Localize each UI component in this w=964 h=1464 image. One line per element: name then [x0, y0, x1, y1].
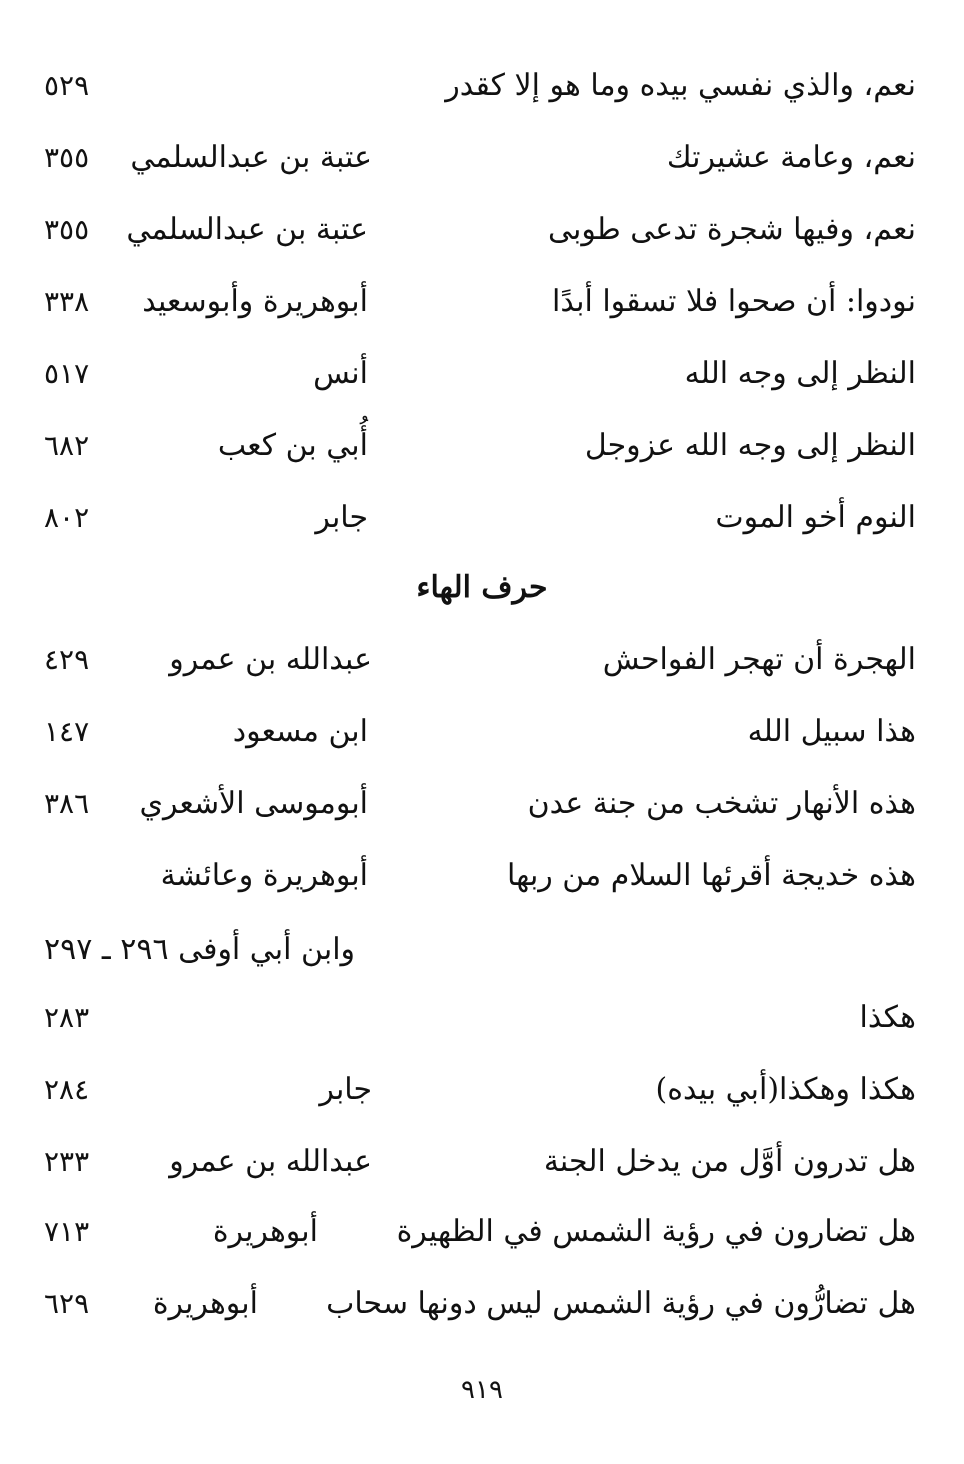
page-reference: ٢٨٤	[44, 1073, 90, 1106]
hadith-text: هل تضارُّون في رؤية الشمس ليس دونها سحاب	[326, 1286, 916, 1321]
index-entry	[0, 282, 964, 342]
narrator-name: عبدالله بن عمرو	[169, 1144, 372, 1179]
hadith-text: هل تضارون في رؤية الشمس في الظهيرة	[396, 1214, 916, 1249]
index-entry	[0, 210, 964, 270]
narrator-name: أبوهريرة	[152, 1286, 258, 1321]
narrator-name: أبوهريرة وعائشة	[160, 858, 368, 893]
hadith-text: هل تدرون أوَّل من يدخل الجنة	[543, 1144, 916, 1179]
index-entry	[0, 1070, 964, 1130]
narrator-name: عتبة بن عبدالسلمي	[126, 212, 368, 247]
index-entry	[0, 856, 964, 916]
narrator-name: عتبة بن عبدالسلمي	[130, 140, 372, 175]
index-entry	[0, 138, 964, 198]
narrator-name: جابر	[315, 500, 368, 535]
page-reference: ٤٢٩	[44, 643, 90, 676]
hadith-text: النظر إلى وجه الله	[684, 356, 916, 391]
hadith-text: هذه الأنهار تشخب من جنة عدن	[527, 786, 916, 821]
page-reference: ٣٥٥	[44, 213, 90, 246]
page-reference: ٧١٣	[44, 1215, 90, 1248]
narrator-name: أبوهريرة	[212, 1214, 318, 1249]
index-entry	[0, 426, 964, 486]
narrator-name: عبدالله بن عمرو	[169, 642, 372, 677]
index-entry	[0, 1284, 964, 1344]
narrator-name: جابر	[319, 1072, 372, 1107]
index-entry-continuation	[0, 930, 964, 990]
hadith-text: النظر إلى وجه الله عزوجل	[584, 428, 916, 463]
page-reference: ٦٨٢	[44, 429, 90, 462]
index-entry	[0, 66, 964, 126]
index-entry	[0, 354, 964, 414]
index-entry	[0, 1212, 964, 1272]
index-entry	[0, 784, 964, 844]
index-entry	[0, 712, 964, 772]
hadith-text: نودوا: أن صحوا فلا تسقوا أبدًا	[552, 284, 916, 319]
hadith-text: هذه خديجة أقرئها السلام من ربها	[506, 858, 916, 893]
narrator-name: أبوهريرة وأبوسعيد	[142, 284, 368, 319]
hadith-text: نعم، والذي نفسي بيده وما هو إلا كقدر	[445, 68, 916, 103]
hadith-text: هكذا	[859, 1000, 916, 1035]
section-heading: حرف الهاء	[416, 570, 548, 605]
page-reference: ١٤٧	[44, 715, 90, 748]
page-reference: ٢٣٣	[44, 1145, 90, 1178]
narrator-name: أنس	[313, 356, 368, 391]
narrator-name: أُبي بن كعب	[217, 428, 368, 463]
hadith-text: هكذا وهكذا(أبي بيده)	[655, 1072, 916, 1107]
narrator-name: أبوموسى الأشعري	[139, 786, 368, 821]
page-reference: ٣٨٦	[44, 787, 90, 820]
page-reference: ٣٥٥	[44, 141, 90, 174]
page-reference: ٦٢٩	[44, 1287, 90, 1320]
index-entry	[0, 498, 964, 558]
page-reference: ٥٢٩	[44, 69, 90, 102]
hadith-text: النوم أخو الموت	[715, 500, 916, 535]
hadith-text: الهجرة أن تهجر الفواحش	[602, 642, 916, 677]
index-entry	[0, 1142, 964, 1202]
page-reference: ٢٨٣	[44, 1001, 90, 1034]
hadith-text: هذا سبيل الله	[747, 714, 916, 749]
hadith-text: نعم، وعامة عشيرتك	[666, 140, 916, 175]
page-reference: ٣٣٨	[44, 285, 90, 318]
hadith-text: نعم، وفيها شجرة تدعى طوبى	[548, 212, 916, 247]
page-reference: ٥١٧	[44, 357, 90, 390]
narrator-continuation: وابن أبي أوفى ٢٩٦ ـ ٢٩٧	[44, 932, 356, 967]
index-entry	[0, 640, 964, 700]
page-number: ٩١٩	[461, 1375, 503, 1405]
index-entry	[0, 998, 964, 1058]
page-reference: ٨٠٢	[44, 501, 90, 534]
narrator-name: ابن مسعود	[232, 714, 368, 749]
